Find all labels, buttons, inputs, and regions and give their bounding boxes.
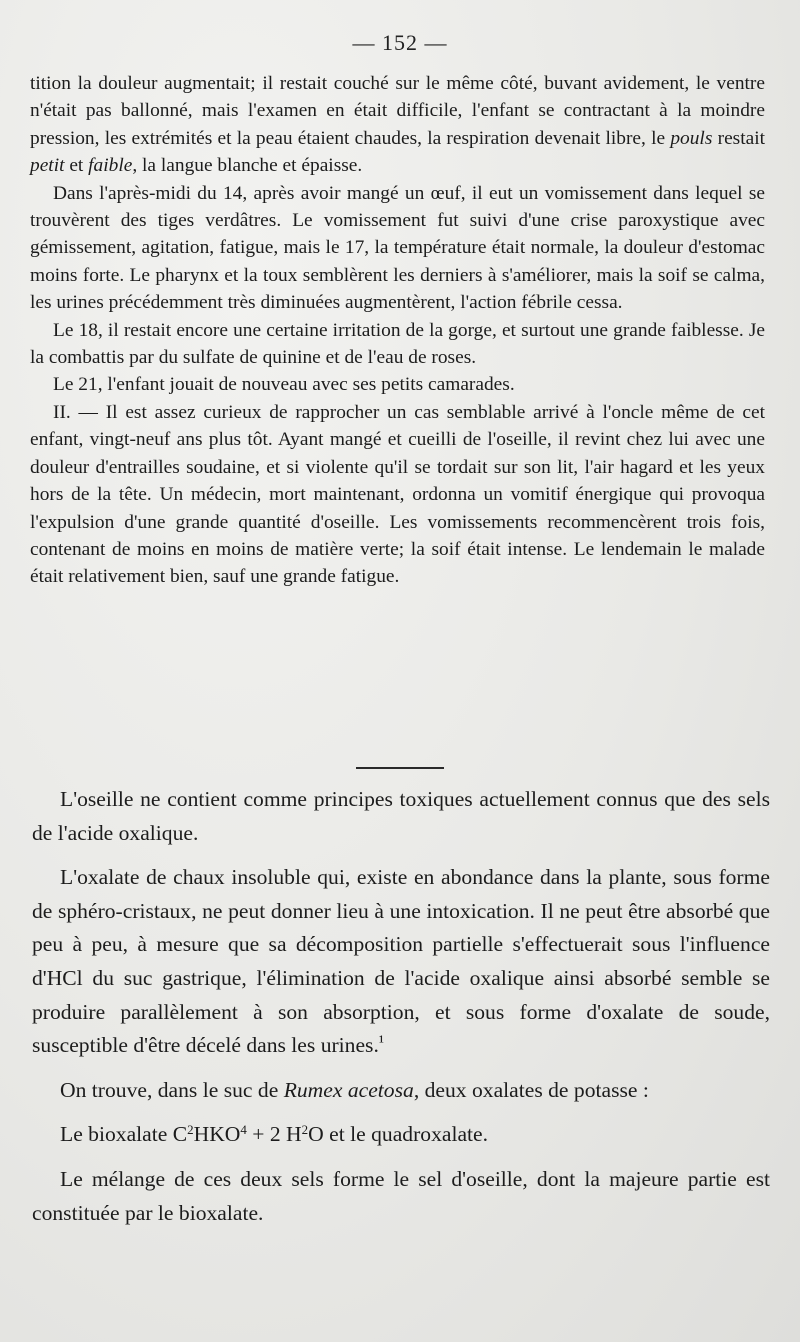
paragraph: Le bioxalate $C^2HKO^4 + 2$ $H^2O$ et le quadroxalate. [60, 1122, 489, 1147]
paragraph: II. — Il est assez curieux de rapprocher un cas semblable arrivé à l'oncle même de cet enfant, vingt-neuf ans plus tôt. Ayant mangé et cueilli de l'oseille, il revint chez lui avec une douleur d'entrailles soudaine, et si violente qu'il se tordait sur son lit, l'air hagard et les yeux hors de la tête. Un médecin, mort maintenant, ordonna un vomitif énergique qui provoqua l'expulsion d'une grande quantité d'oseille. Les vomissements recommencèrent trois fois, contenant de moins en moins de matière verte; la soif était intense. Le lendemain le malade était relativement bien, sauf une grande fatigue. [30, 401, 765, 588]
paragraph: L'oxalate de chaux insoluble qui, existe en abondance dans la plante, sous forme de sphéro-cristaux, ne peut donner lieu à une intoxication. Il ne peut être absorbé que peu à peu, à mesure que sa décomposition partielle s'effectuerait sous l'influence d'HCl du suc gastrique, l'élimination de l'acide oxalique ainsi absorbé semble se produire parallèlement à son absorption, et sous forme d'oxalate de soude, susceptible d'être décelé dans les urines.$^{^1}$ [32, 865, 770, 1058]
paragraph: Le 21, l'enfant jouait de nouveau avec ses petits camarades. [53, 374, 515, 396]
paragraph: Le 18, il restait encore une certaine irritation de la gorge, et surtout une grande faiblesse. Je la combattis par du sulfate de quinine et de l'eau de roses. [30, 319, 765, 369]
case-report-text [30, 70, 765, 591]
paragraph: Dans l'après-midi du 14, après avoir mangé un œuf, il eut un vomissement dans lequel se trouvèrent des tiges verdâtres. Le vomissement fut suivi d'une crise paroxystique avec gémissement, agitation, fatigue, mais le 17, la température était normale, la douleur d'estomac moins forte. Le pharynx et la toux semblèrent les derniers à s'améliorer, mais la soif se calma, les urines précédemment très diminuées augmentèrent, l'action fébrile cessa. [30, 182, 765, 314]
chemical-formula: $C^2HKO^4 + 2$ $H^2O$ [172, 1122, 324, 1147]
paragraph: tition la douleur augmentait; il restait couché sur le même côté, buvant avidement, le ventre n'était pas ballonné, mais l'examen en était difficile, l'enfant se contractant à la moindre pression, les extrémités et la peau étaient chaudes, la respiration devenait libre, le pouls restait petit et faible, la langue blanche et épaisse. [30, 73, 765, 177]
page-number: — 152 — [352, 30, 448, 55]
emphasis: pouls [670, 127, 713, 149]
main-text [32, 783, 770, 1230]
paragraph: On trouve, dans le suc de Rumex acetosa, deux oxalates de potasse : [60, 1077, 649, 1102]
emphasis: petit [30, 155, 65, 177]
paragraph: L'oseille ne contient comme principes toxiques actuellement connus que des sels de l'acide oxalique. [32, 787, 770, 845]
footnote-marker: ¹ [378, 1031, 385, 1051]
section-divider [356, 767, 444, 769]
species-name: Rumex acetosa [283, 1077, 414, 1102]
emphasis: faible [88, 155, 133, 177]
paragraph: Le mélange de ces deux sels forme le sel d'oseille, dont la majeure partie est constituée par le bioxalate. [32, 1166, 770, 1225]
